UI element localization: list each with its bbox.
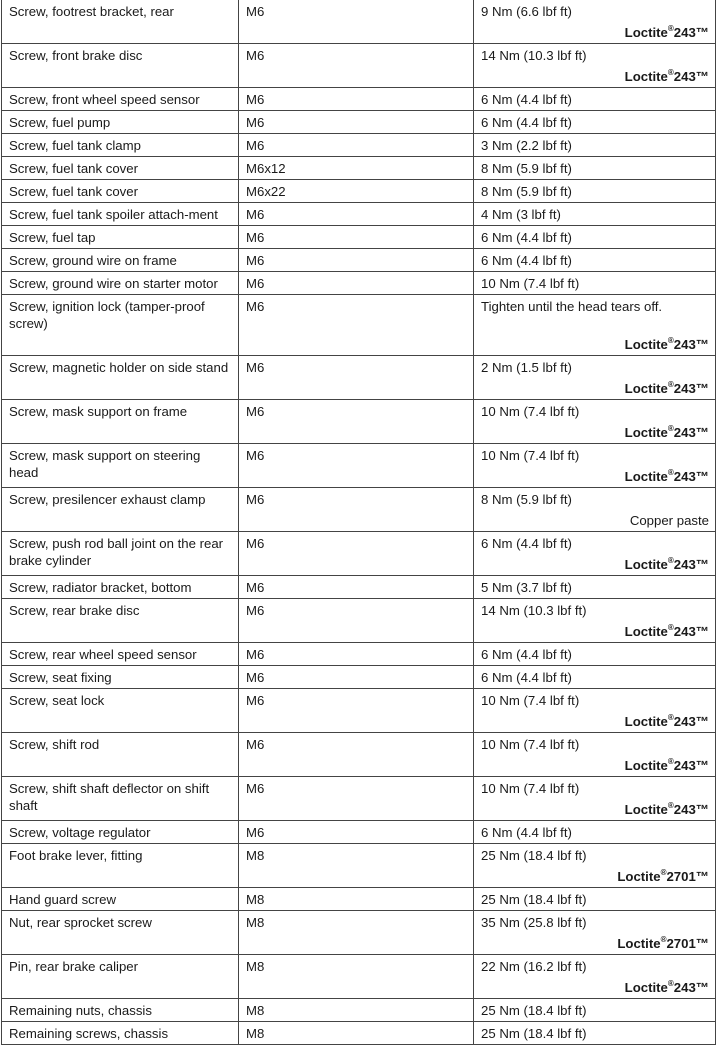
thread-cell: M6 bbox=[239, 0, 474, 44]
threadlocker-grade: 243™ bbox=[673, 469, 709, 484]
registered-mark: ® bbox=[667, 467, 674, 477]
threadlocker-brand: Loctite bbox=[624, 25, 668, 40]
thread-cell: M6 bbox=[239, 295, 474, 356]
threadlocker-brand: Loctite bbox=[624, 337, 668, 352]
torque-value: 9 Nm (6.6 lbf ft) bbox=[481, 4, 572, 19]
thread-cell: M6 bbox=[239, 44, 474, 88]
threadlocker-grade: 243™ bbox=[673, 69, 709, 84]
thread-cell: M8 bbox=[239, 1022, 474, 1045]
thread-cell: M6 bbox=[239, 226, 474, 249]
thread-cell: M6 bbox=[239, 777, 474, 821]
thread-cell: M6 bbox=[239, 272, 474, 295]
torque-cell bbox=[474, 733, 716, 777]
table-row bbox=[2, 488, 716, 532]
torque-cell bbox=[474, 226, 716, 249]
torque-cell bbox=[474, 599, 716, 643]
threadlocker-brand: Loctite bbox=[624, 557, 668, 572]
threadlocker-brand: Loctite bbox=[624, 802, 668, 817]
torque-value: 10 Nm (7.4 lbf ft) bbox=[481, 404, 580, 419]
threadlocker-brand: Loctite bbox=[624, 624, 668, 639]
table-row bbox=[2, 532, 716, 576]
table-body bbox=[2, 0, 716, 1045]
thread-cell: M6 bbox=[239, 576, 474, 599]
part-cell: Screw, seat lock bbox=[2, 689, 239, 733]
threadlocker-label bbox=[481, 931, 709, 952]
thread-cell: M6 bbox=[239, 733, 474, 777]
threadlocker-brand: Loctite bbox=[617, 936, 661, 951]
torque-cell bbox=[474, 203, 716, 226]
thread-cell: M6 bbox=[239, 643, 474, 666]
table-row bbox=[2, 400, 716, 444]
table-row bbox=[2, 203, 716, 226]
table-row bbox=[2, 576, 716, 599]
table-row bbox=[2, 911, 716, 955]
torque-cell bbox=[474, 444, 716, 488]
thread-cell: M6 bbox=[239, 400, 474, 444]
table-row bbox=[2, 689, 716, 733]
torque-value: 10 Nm (7.4 lbf ft) bbox=[481, 276, 580, 291]
part-cell: Pin, rear brake caliper bbox=[2, 955, 239, 999]
torque-value: 6 Nm (4.4 lbf ft) bbox=[481, 825, 572, 840]
registered-mark: ® bbox=[667, 978, 674, 988]
part-cell: Screw, front brake disc bbox=[2, 44, 239, 88]
part-cell: Screw, front wheel speed sensor bbox=[2, 88, 239, 111]
registered-mark: ® bbox=[667, 622, 674, 632]
thread-cell: M6 bbox=[239, 203, 474, 226]
part-cell: Screw, rear brake disc bbox=[2, 599, 239, 643]
part-cell: Screw, fuel pump bbox=[2, 111, 239, 134]
table-row bbox=[2, 1022, 716, 1045]
threadlocker-grade: 243™ bbox=[673, 624, 709, 639]
torque-value: 2 Nm (1.5 lbf ft) bbox=[481, 360, 572, 375]
threadlocker-brand: Loctite bbox=[624, 381, 668, 396]
part-cell: Remaining screws, chassis bbox=[2, 1022, 239, 1045]
torque-value: 6 Nm (4.4 lbf ft) bbox=[481, 536, 572, 551]
part-cell: Screw, fuel tap bbox=[2, 226, 239, 249]
part-cell: Screw, fuel tank cover bbox=[2, 157, 239, 180]
registered-mark: ® bbox=[667, 800, 674, 810]
part-cell: Screw, mask support on frame bbox=[2, 400, 239, 444]
torque-value: 10 Nm (7.4 lbf ft) bbox=[481, 781, 580, 796]
thread-cell: M8 bbox=[239, 888, 474, 911]
part-cell: Screw, magnetic holder on side stand bbox=[2, 356, 239, 400]
torque-value: 10 Nm (7.4 lbf ft) bbox=[481, 737, 580, 752]
lubricant-label: Copper paste bbox=[629, 513, 709, 528]
threadlocker-label bbox=[481, 464, 709, 485]
part-cell: Screw, shift shaft deflector on shift shaft bbox=[2, 777, 239, 821]
torque-cell bbox=[474, 821, 716, 844]
table-row bbox=[2, 111, 716, 134]
torque-cell bbox=[474, 576, 716, 599]
spacer bbox=[481, 315, 709, 332]
thread-cell: M6x12 bbox=[239, 157, 474, 180]
registered-mark: ® bbox=[667, 379, 674, 389]
threadlocker-brand: Loctite bbox=[624, 758, 668, 773]
threadlocker-grade: 243™ bbox=[673, 802, 709, 817]
part-cell: Screw, fuel tank spoiler attach-ment bbox=[2, 203, 239, 226]
table-row bbox=[2, 444, 716, 488]
table-row bbox=[2, 821, 716, 844]
torque-value: 35 Nm (25.8 lbf ft) bbox=[481, 915, 587, 930]
thread-cell: M8 bbox=[239, 999, 474, 1022]
torque-cell bbox=[474, 999, 716, 1022]
table-row bbox=[2, 888, 716, 911]
thread-cell: M8 bbox=[239, 844, 474, 888]
threadlocker-grade: 243™ bbox=[673, 425, 709, 440]
registered-mark: ® bbox=[667, 555, 674, 565]
threadlocker-label bbox=[481, 64, 709, 85]
part-cell: Screw, shift rod bbox=[2, 733, 239, 777]
part-cell: Screw, fuel tank cover bbox=[2, 180, 239, 203]
torque-cell bbox=[474, 844, 716, 888]
table-row bbox=[2, 777, 716, 821]
torque-cell bbox=[474, 643, 716, 666]
registered-mark: ® bbox=[667, 712, 674, 722]
threadlocker-brand: Loctite bbox=[624, 69, 668, 84]
table-row bbox=[2, 88, 716, 111]
part-cell: Nut, rear sprocket screw bbox=[2, 911, 239, 955]
table-row bbox=[2, 356, 716, 400]
torque-cell bbox=[474, 400, 716, 444]
part-cell: Foot brake lever, fitting bbox=[2, 844, 239, 888]
torque-value: 6 Nm (4.4 lbf ft) bbox=[481, 230, 572, 245]
table-row bbox=[2, 249, 716, 272]
torque-value: 22 Nm (16.2 lbf ft) bbox=[481, 959, 587, 974]
torque-cell bbox=[474, 134, 716, 157]
threadlocker-grade: 243™ bbox=[673, 714, 709, 729]
torque-cell bbox=[474, 44, 716, 88]
threadlocker-label bbox=[481, 376, 709, 397]
table-row bbox=[2, 226, 716, 249]
thread-cell: M6 bbox=[239, 444, 474, 488]
table-row bbox=[2, 44, 716, 88]
thread-cell: M6 bbox=[239, 689, 474, 733]
part-cell: Screw, fuel tank clamp bbox=[2, 134, 239, 157]
torque-cell bbox=[474, 249, 716, 272]
threadlocker-brand: Loctite bbox=[624, 425, 668, 440]
torque-cell bbox=[474, 356, 716, 400]
part-cell: Screw, presilencer exhaust clamp bbox=[2, 488, 239, 532]
thread-cell: M6x22 bbox=[239, 180, 474, 203]
registered-mark: ® bbox=[667, 423, 674, 433]
threadlocker-label bbox=[481, 619, 709, 640]
torque-cell bbox=[474, 295, 716, 356]
part-cell: Screw, voltage regulator bbox=[2, 821, 239, 844]
threadlocker-grade: 243™ bbox=[673, 758, 709, 773]
registered-mark: ® bbox=[667, 67, 674, 77]
part-cell: Remaining nuts, chassis bbox=[2, 999, 239, 1022]
torque-value: 25 Nm (18.4 lbf ft) bbox=[481, 892, 587, 907]
table-row bbox=[2, 999, 716, 1022]
torque-spec-table bbox=[1, 0, 716, 1045]
torque-cell bbox=[474, 777, 716, 821]
torque-cell bbox=[474, 689, 716, 733]
part-cell: Hand guard screw bbox=[2, 888, 239, 911]
thread-cell: M6 bbox=[239, 821, 474, 844]
torque-cell bbox=[474, 666, 716, 689]
thread-cell: M8 bbox=[239, 911, 474, 955]
torque-value: 6 Nm (4.4 lbf ft) bbox=[481, 92, 572, 107]
torque-value: 8 Nm (5.9 lbf ft) bbox=[481, 184, 572, 199]
registered-mark: ® bbox=[667, 756, 674, 766]
threadlocker-brand: Loctite bbox=[624, 980, 668, 995]
torque-cell bbox=[474, 111, 716, 134]
table-row bbox=[2, 666, 716, 689]
threadlocker-brand: Loctite bbox=[624, 469, 668, 484]
torque-value: 6 Nm (4.4 lbf ft) bbox=[481, 115, 572, 130]
thread-cell: M6 bbox=[239, 88, 474, 111]
torque-cell bbox=[474, 0, 716, 44]
torque-value: 10 Nm (7.4 lbf ft) bbox=[481, 448, 580, 463]
threadlocker-label bbox=[481, 864, 709, 885]
thread-cell: M6 bbox=[239, 356, 474, 400]
part-cell: Screw, mask support on steering head bbox=[2, 444, 239, 488]
threadlocker-grade: 243™ bbox=[673, 557, 709, 572]
table-row bbox=[2, 599, 716, 643]
table-row bbox=[2, 295, 716, 356]
torque-value: 10 Nm (7.4 lbf ft) bbox=[481, 693, 580, 708]
torque-cell bbox=[474, 955, 716, 999]
torque-cell bbox=[474, 532, 716, 576]
table-row bbox=[2, 0, 716, 44]
threadlocker-label bbox=[481, 975, 709, 996]
torque-cell bbox=[474, 488, 716, 532]
part-cell: Screw, footrest bracket, rear bbox=[2, 0, 239, 44]
registered-mark: ® bbox=[660, 867, 667, 877]
torque-value: 14 Nm (10.3 lbf ft) bbox=[481, 48, 587, 63]
table-row bbox=[2, 733, 716, 777]
torque-value: 25 Nm (18.4 lbf ft) bbox=[481, 1003, 587, 1018]
threadlocker-grade: 243™ bbox=[673, 980, 709, 995]
threadlocker-label bbox=[481, 753, 709, 774]
threadlocker-grade: 2701™ bbox=[666, 869, 709, 884]
part-cell: Screw, radiator bracket, bottom bbox=[2, 576, 239, 599]
part-cell: Screw, seat fixing bbox=[2, 666, 239, 689]
torque-value: 25 Nm (18.4 lbf ft) bbox=[481, 848, 587, 863]
torque-value: 8 Nm (5.9 lbf ft) bbox=[481, 492, 572, 507]
torque-value: 6 Nm (4.4 lbf ft) bbox=[481, 647, 572, 662]
torque-cell bbox=[474, 157, 716, 180]
torque-value: Tighten until the head tears off. bbox=[481, 299, 663, 314]
threadlocker-label bbox=[481, 420, 709, 441]
threadlocker-label bbox=[481, 797, 709, 818]
registered-mark: ® bbox=[667, 335, 674, 345]
table-row bbox=[2, 157, 716, 180]
threadlocker-grade: 243™ bbox=[673, 337, 709, 352]
threadlocker-brand: Loctite bbox=[617, 869, 661, 884]
torque-value: 14 Nm (10.3 lbf ft) bbox=[481, 603, 587, 618]
threadlocker-grade: 243™ bbox=[673, 381, 709, 396]
thread-cell: M6 bbox=[239, 488, 474, 532]
torque-value: 3 Nm (2.2 lbf ft) bbox=[481, 138, 572, 153]
registered-mark: ® bbox=[667, 23, 674, 33]
torque-cell bbox=[474, 911, 716, 955]
torque-value: 4 Nm (3 lbf ft) bbox=[481, 207, 561, 222]
torque-cell bbox=[474, 180, 716, 203]
part-cell: Screw, rear wheel speed sensor bbox=[2, 643, 239, 666]
threadlocker-label bbox=[481, 552, 709, 573]
thread-cell: M8 bbox=[239, 955, 474, 999]
threadlocker-label bbox=[481, 332, 709, 353]
thread-cell: M6 bbox=[239, 111, 474, 134]
part-cell: Screw, ignition lock (tamper-proof screw) bbox=[2, 295, 239, 356]
part-cell: Screw, push rod ball joint on the rear brake cylinder bbox=[2, 532, 239, 576]
torque-cell bbox=[474, 272, 716, 295]
registered-mark: ® bbox=[660, 934, 667, 944]
threadlocker-grade: 2701™ bbox=[666, 936, 709, 951]
torque-cell bbox=[474, 1022, 716, 1045]
part-cell: Screw, ground wire on frame bbox=[2, 249, 239, 272]
torque-value: 8 Nm (5.9 lbf ft) bbox=[481, 161, 572, 176]
threadlocker-label bbox=[481, 709, 709, 730]
table-row bbox=[2, 955, 716, 999]
table-row bbox=[2, 272, 716, 295]
table-row bbox=[2, 134, 716, 157]
part-cell: Screw, ground wire on starter motor bbox=[2, 272, 239, 295]
thread-cell: M6 bbox=[239, 599, 474, 643]
table-row bbox=[2, 180, 716, 203]
torque-value: 6 Nm (4.4 lbf ft) bbox=[481, 253, 572, 268]
thread-cell: M6 bbox=[239, 134, 474, 157]
torque-cell bbox=[474, 88, 716, 111]
threadlocker-label bbox=[481, 20, 709, 41]
thread-cell: M6 bbox=[239, 666, 474, 689]
torque-value: 25 Nm (18.4 lbf ft) bbox=[481, 1026, 587, 1041]
threadlocker-brand: Loctite bbox=[624, 714, 668, 729]
threadlocker-grade: 243™ bbox=[673, 25, 709, 40]
table-row bbox=[2, 643, 716, 666]
torque-cell bbox=[474, 888, 716, 911]
torque-value: 5 Nm (3.7 lbf ft) bbox=[481, 580, 572, 595]
torque-value: 6 Nm (4.4 lbf ft) bbox=[481, 670, 572, 685]
table-row bbox=[2, 844, 716, 888]
thread-cell: M6 bbox=[239, 249, 474, 272]
thread-cell: M6 bbox=[239, 532, 474, 576]
